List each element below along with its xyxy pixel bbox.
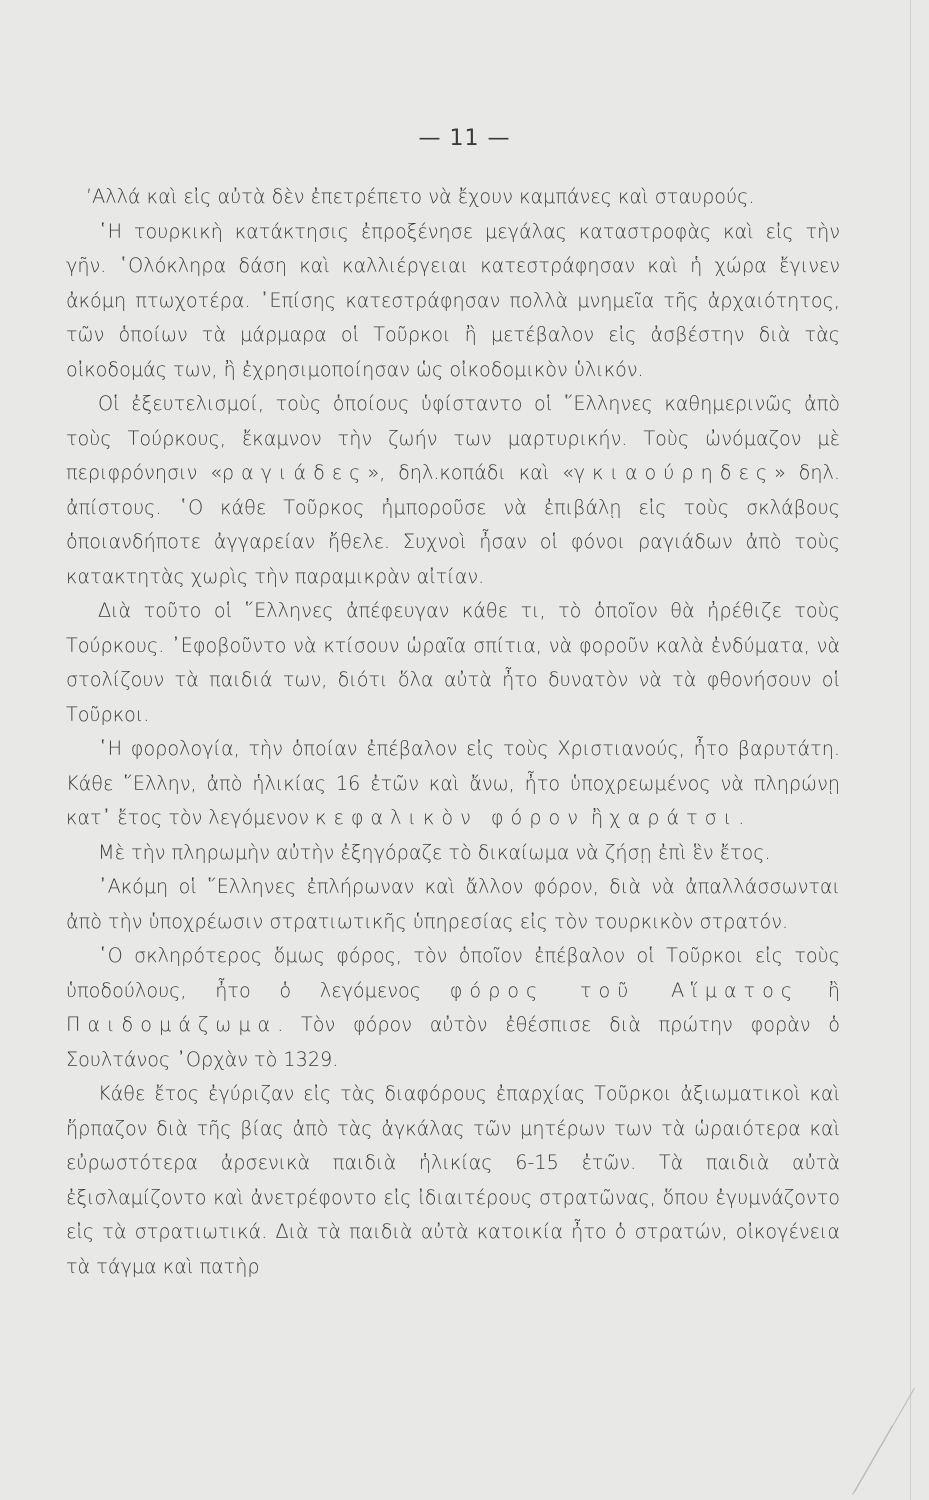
paragraph	[66, 180, 840, 215]
paper-scratch-mark	[852, 1425, 893, 1495]
text-run: Διὰ τοῦτο οἱ ῞Ελληνες ἀπέφευγαν κάθε τι, τὸ ὁποῖον θὰ ἠρέθιζε τοὺς Τούρκους. ᾿Εφοβοῦντο νὰ κτίσουν ὡραῖα σπίτια, νὰ φοροῦν καλὰ ἐνδύματα, νὰ στολίζουν τὰ παιδιά των, διότι ὅλα αὐτὰ ἦτο δυνατὸν νὰ τὰ φθονήσουν οἱ Τοῦρκοι.	[66, 599, 840, 726]
paragraph	[66, 870, 840, 939]
paragraph	[66, 732, 840, 836]
text-run: .	[738, 806, 745, 829]
text-run: ῾Ο σκληρότερος ὅμως φόρος, τὸν ὁποῖον ἐπέβαλον οἱ Τοῦρκοι εἰς τοὺς ὑποδούλους, ἦτο ὁ λεγόμενος	[66, 944, 840, 1002]
text-run: Οἱ ἐξευτελισμοί, τοὺς ὁποίους ὑφίσταντο οἱ ῞Ελληνες καθημερινῶς ἀπὸ τοὺς Τούρκους, ἔκαμνον τὴν ζωήν των μαρτυρικήν. Τοὺς ὠνόμαζον μὲ περιφρόνησιν «	[66, 392, 840, 484]
paragraph	[66, 1077, 840, 1284]
emphasized-spaced-text: χαράτσι	[609, 806, 739, 829]
emphasized-spaced-text: ραγιάδες	[221, 461, 368, 484]
emphasized-spaced-text: Παιδομάζωμα	[66, 1013, 278, 1036]
text-run: ’Αλλά καὶ εἰς αὐτὰ δὲν ἐπετρέπετο νὰ ἔχουν καμπάνες καὶ σταυρούς.	[86, 185, 755, 208]
text-run: . Τὸν φόρον αὐτὸν ἐθέσπισε διὰ πρώτην φορὰν ὁ Σουλτάνος ᾿Ορχὰν τὸ 1329.	[66, 1013, 840, 1071]
text-run: », δηλ.κοπάδι καὶ «	[367, 461, 574, 484]
emphasized-spaced-text: φόρος τοῦ Αἵματος	[449, 978, 800, 1002]
paragraph	[66, 836, 840, 871]
text-run: Μὲ τὴν πληρωμὴν αὐτὴν ἐξηγόραζε τὸ δικαίωμα νὰ ζήσῃ ἐπὶ ἓν ἔτος.	[98, 840, 771, 864]
text-run: ῾Η τουρκικὴ κατάκτησις ἐπροξένησε μεγάλας καταστροφὰς καὶ εἰς τὴν γῆν. ῾Ολόκληρα δάση καὶ καλλιέργειαι κατεστράφησαν καὶ ἡ χώρα ἔγινεν ἀκόμη πτωχοτέρα. ᾿Επίσης κατεστράφησαν πολλὰ μνημεῖα τῆς ἀρχαιότητος, τῶν ὁποίων τὰ μάρμαρα οἱ Τοῦρκοι ἢ μετέβαλον εἰς ἀσβέστην διὰ τὰς οἰκοδομάς των, ἢ ἐχρησιμοποίησαν ὡς οἰκοδομικὸν ὑλικόν.	[66, 219, 840, 381]
paragraph	[66, 215, 840, 388]
text-run: ἢ	[584, 806, 610, 829]
text-run: ἢ	[799, 978, 840, 1002]
page-edge-line	[910, 0, 911, 1500]
emphasized-spaced-text: γκιαούρηδες	[573, 461, 775, 484]
text-run: Κάθε ἔτος ἐγύριζαν εἰς τὰς διαφόρους ἐπαρχίας Τοῦρκοι ἀξιωματικοὶ καὶ ἥρπαζον διὰ τῆς βίας ἀπὸ τὰς ἀγκάλας τῶν μητέρων των τὰ ὡραιότερα καὶ εὐρωστότερα ἀρσενικὰ παιδιὰ ἡλικίας 6-15 ἐτῶν. Τὰ παιδιὰ αὐτὰ ἐξισλαμίζοντο καὶ ἀνετρέφοντο εἰς ἰδιαιτέρους στρατῶνας, ὅπου ἐγυμνάζοντο εἰς τὰ στρατιωτικά. Διὰ τὰ παιδιὰ αὐτὰ κατοικία ἦτο ὁ στρατών, οἰκογένεια τὰ τάγμα καὶ πατὴρ	[66, 1082, 840, 1278]
paragraph	[66, 939, 840, 1077]
emphasized-spaced-text: κεφαλικὸν φόρον	[315, 806, 585, 829]
text-run: ῾Η φορολογία, τὴν ὁποίαν ἐπέβαλον εἰς τοὺς Χριστιανούς, ἦτο βαρυτάτη. Κάθε ῞Ελλην, ἀπὸ ἡλικίας 16 ἐτῶν καὶ ἄνω, ἦτο ὑποχρεωμένος νὰ πληρώνῃ κατ᾿ ἔτος τὸν λεγόμενον	[66, 737, 840, 829]
text-run: » δηλ. ἀπίστους. ῾Ο κάθε Τοῦρκος ἠμποροῦσε νὰ ἐπιβάλῃ εἰς τοὺς σκλάβους ὁποιανδήποτε ἀγγαρείαν ἤθελε. Συχνοὶ ἦσαν οἱ φόνοι ραγιάδων ἀπὸ τοὺς κατακτητὰς χωρὶς τὴν παραμικρὰν αἰτίαν.	[66, 461, 840, 588]
body-text	[66, 180, 840, 1284]
text-run: ᾿Ακόμη οἱ ῞Ελληνες ἐπλήρωναν καὶ ἄλλον φόρον, διὰ νὰ ἀπαλλάσσωνται ἀπὸ τὴν ὑποχρέωσιν στρατιωτικῆς ὑπηρεσίας εἰς τὸν τουρκικὸν στρατόν.	[66, 875, 840, 933]
page-number: — 11 —	[418, 126, 511, 151]
paragraph	[66, 387, 840, 594]
paragraph	[66, 594, 840, 732]
